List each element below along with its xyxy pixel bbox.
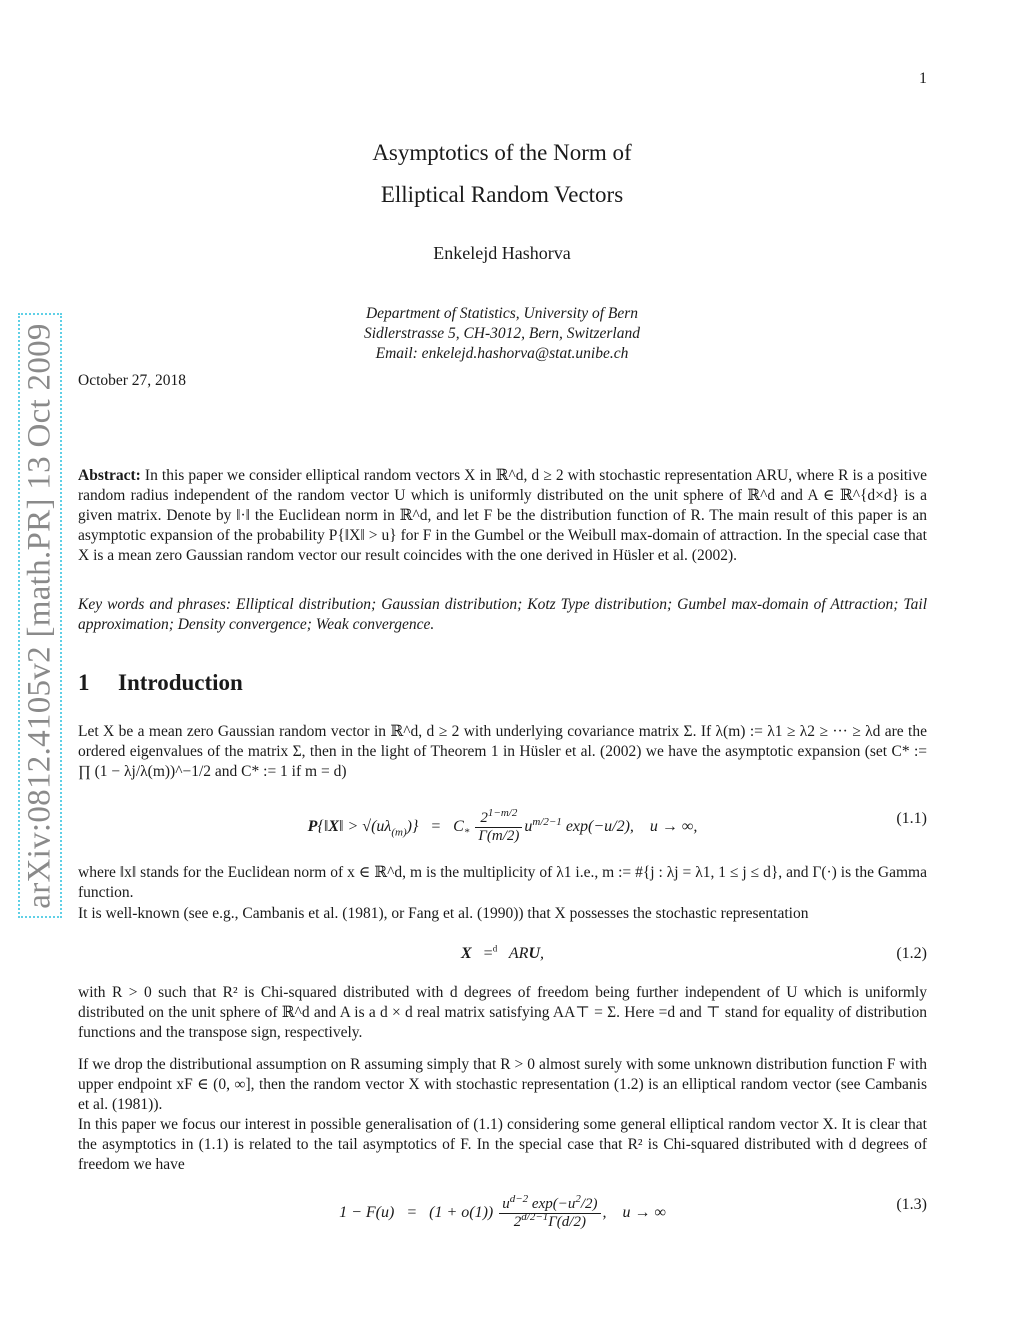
equation-1-2-tag: (1.2)	[896, 945, 927, 962]
equation-1-3	[78, 1188, 927, 1228]
abstract-text: In this paper we consider elliptical random vectors X in ℝ^d, d ≥ 2 with stochastic representation ARU, where R is a positive random radius independent of the random vector U which is uniformly distributed on the unit sphere of ℝ^d and A ∈ ℝ^{d×d} is a given matrix. Denote by ‖·‖ the Euclidean norm in ℝ^d, and let F be the distribution function of R. The main result of this paper is an asymptotic expansion of the probability P{‖X‖ > u} for F in the Gumbel or the Weibull max-domain of attraction. In the special case that X is a mean zero Gaussian random vector our result coincides with the one derived in Hüsler et al. (2002).	[78, 467, 927, 564]
arxiv-stamp-text: arXiv:0812.4105v2 [math.PR] 13 Oct 2009	[21, 322, 58, 909]
body-paragraph-2: where ‖x‖ stands for the Euclidean norm of x ∈ ℝ^d, m is the multiplicity of λ1 i.e., m := #{j : λj = λ1, 1 ≤ j ≤ d}, and Γ(·) is the Gamma function.	[78, 864, 927, 901]
body-paragraph-3: It is well-known (see e.g., Cambanis et al. (1981), or Fang et al. (1990)) that X possesses the stochastic representation	[78, 905, 809, 922]
abstract	[78, 466, 927, 566]
body-paragraph-6: In this paper we focus our interest in possible generalisation of (1.1) considering some general elliptical random vector X. It is clear that the asymptotics in (1.1) is related to the tail asymptotics of F. In the special case that R² is Chi-squared distributed with d degrees of freedom we have	[78, 1116, 927, 1173]
author-name: Enkelejd Hashorva	[433, 243, 571, 263]
paper-date: October 27, 2018	[78, 372, 187, 389]
equation-1-1-body: P{‖X‖ > $√(u\lambda_{(m)})\} = C_*$ $\frac{2^{1-m/2}}{\Gamma(m/2)}$ $u^{m/2-1}$ exp(−u/2), u → ∞,	[307, 807, 698, 844]
affiliation-line2: Sidlerstrasse 5, CH-3012, Bern, Switzerland	[364, 325, 640, 342]
equation-1-1-tag: (1.1)	[896, 810, 927, 827]
section-title: Introduction	[118, 670, 243, 695]
equation-1-2	[78, 937, 927, 977]
section-heading	[78, 670, 243, 696]
affiliation-line1: Department of Statistics, University of Bern	[365, 305, 639, 322]
keywords: Key words and phrases: Elliptical distribution; Gaussian distribution; Kotz Type distribution; Gumbel max-domain of Attraction; Tail approximation; Density convergence; Weak convergence.	[78, 596, 927, 633]
body-paragraph-4: with R > 0 such that R² is Chi-squared distributed with d degrees of freedom being further independent of U which is uniformly distributed on the unit sphere of ℝ^d and A is a d × d real matrix satisfying AA⊤ = Σ. Here =d and ⊤ stand for equality of distribution functions and the transpose sign, respectively.	[78, 984, 927, 1041]
body-paragraph-1: Let X be a mean zero Gaussian random vector in ℝ^d, d ≥ 2 with underlying covariance matrix Σ. If λ(m) := λ1 ≥ λ2 ≥ ··· ≥ λd are the ordered eigenvalues of the matrix Σ, then in the light of Theorem 1 in Hüsler et al. (2002) we have the asymptotic expansion (set C* := ∏ (1 − λj/λ(m))^−1/2 and C* := 1 if m = d)	[78, 723, 927, 780]
equation-1-3-tag: (1.3)	[896, 1196, 927, 1213]
paper-title-line2: Elliptical Random Vectors	[380, 182, 624, 207]
paper-title-line1: Asymptotics of the Norm of	[372, 140, 632, 165]
page-number: 1	[919, 70, 927, 87]
equation-1-2-body: X =$^d$ ARU,	[460, 943, 545, 962]
abstract-label: Abstract:	[78, 467, 141, 484]
section-number: 1	[78, 670, 90, 695]
body-paragraph-5: If we drop the distributional assumption on R assuming simply that R > 0 almost surely with some unknown distribution function F with upper endpoint xF ∈ (0, ∞], then the random vector X with stochastic representation (1.2) is an elliptical random vector (see Cambanis et al. (1981)).	[78, 1056, 927, 1113]
affiliation-email[interactable]: Email: enkelejd.hashorva@stat.unibe.ch	[375, 345, 629, 362]
equation-1-3-body: 1 − F(u) = (1 + o(1)) $\frac{u^{d-2} \exp(-u^2/2)}{2^{d/2-1}\Gamma(d/2)}$ , u → ∞	[339, 1193, 666, 1230]
arxiv-stamp[interactable]	[18, 313, 62, 918]
equation-1-1	[78, 802, 927, 842]
